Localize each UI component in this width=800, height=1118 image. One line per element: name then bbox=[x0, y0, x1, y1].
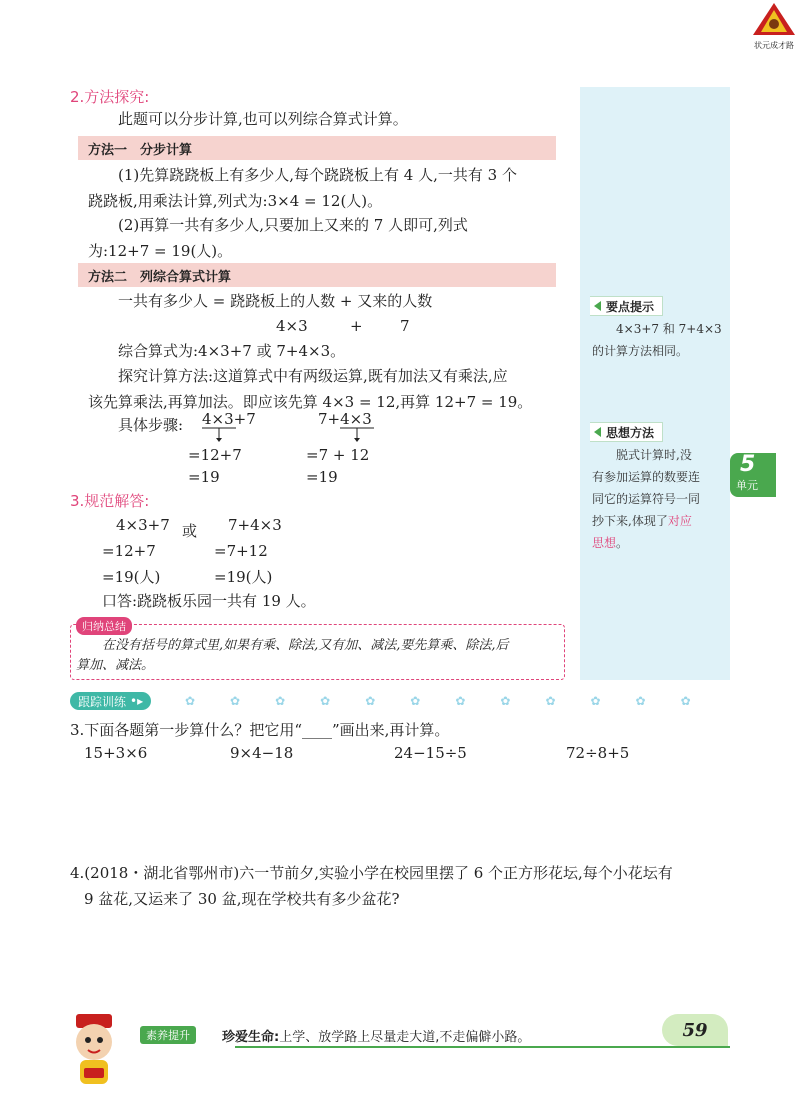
footer-slogan: 珍爱生命:上学、放学路上尽量走大道,不走偏僻小路。 bbox=[222, 1030, 531, 1045]
formula-plus: + bbox=[350, 317, 363, 335]
question-4: 4.(2018・湖北省鄂州市)六一节前夕,实验小学在校园里摆了 6 个正方形花坛,每个小花坛有 9 盆花,又运来了 30 盆,现在学校共有多少盆花? bbox=[70, 864, 673, 908]
steps-column-b: 7+4×3 =7 + 12 =19 bbox=[306, 408, 372, 488]
combined-expression: 综合算式为:4×3+7 或 7+4×3。 bbox=[118, 342, 346, 360]
answer-or: 或 bbox=[182, 522, 198, 540]
footer-divider bbox=[235, 1046, 730, 1048]
expr-2: 9×4−18 bbox=[230, 744, 294, 762]
page-number: 59 bbox=[662, 1014, 728, 1046]
method-explore-intro: 此题可以分步计算,也可以列综合算式计算。 bbox=[118, 110, 408, 128]
thinking-method-heading: 思想方法 bbox=[590, 422, 663, 442]
literacy-boost-tag: 素养提升 bbox=[140, 1026, 196, 1044]
summary-text: 在没有括号的算式里,如果有乘、除法,又有加、减法,要先算乘、除法,后 算加、减法。 bbox=[76, 638, 509, 673]
explore-calc-method: 探究计算方法:这道算式中有两级运算,既有加法又有乘法,应 该先算乘法,再算加法。即应该先算 4×3 = 12,再算 12+7 = 19。 bbox=[88, 367, 533, 411]
steps-label: 具体步骤: bbox=[118, 416, 184, 434]
expr-4: 72÷8+5 bbox=[566, 744, 630, 762]
logo-text: 状元成才路 bbox=[754, 41, 794, 50]
unit-number: 5 bbox=[740, 452, 756, 477]
underline-mark-icon bbox=[340, 427, 376, 443]
formula-part-b: 7 bbox=[400, 317, 410, 335]
method-explore-title: 2.方法探究: bbox=[70, 88, 150, 106]
unit-label: 单元 bbox=[736, 479, 758, 492]
side-notes-panel bbox=[580, 87, 730, 680]
tracking-training-label: 跟踪训练 •▸ bbox=[70, 692, 151, 710]
key-points-arrow-icon bbox=[594, 301, 601, 311]
logo-triangle-icon bbox=[752, 2, 796, 36]
mascot-image bbox=[62, 1010, 126, 1090]
standard-answer-title: 3.规范解答: bbox=[70, 492, 150, 510]
thinking-method-text: 脱式计算时,没 有参加运算的数要连 同它的运算符号一同 抄下来,体现了对应 思想。 bbox=[592, 448, 701, 550]
formula-part-a: 4×3 bbox=[276, 317, 308, 335]
expr-3: 24−15÷5 bbox=[394, 744, 467, 762]
answer-column-b: 7+4×3 =7+12 =19(人) bbox=[214, 516, 282, 586]
method1-heading: 方法一 分步计算 bbox=[78, 136, 556, 160]
method1-step1: (1)先算跷跷板上有多少人,每个跷跷板上有 4 人,一共有 3 个 跷跷板,用乘法计算,列式为:3×4 = 12(人)。 bbox=[88, 166, 517, 210]
key-points-heading: 要点提示 bbox=[590, 296, 663, 316]
publisher-logo bbox=[752, 2, 796, 50]
thinking-method-arrow-icon bbox=[594, 427, 601, 437]
method2-formula: 一共有多少人 = 跷跷板上的人数 + 又来的人数 bbox=[118, 292, 433, 310]
unit-tab bbox=[730, 453, 776, 497]
method2-heading: 方法二 列综合算式计算 bbox=[78, 263, 556, 287]
summary-tag: 归纳总结 bbox=[76, 617, 132, 635]
method1-step2: (2)再算一共有多少人,只要加上又来的 7 人即可,列式 为:12+7 = 19(人)。 bbox=[88, 216, 468, 260]
question-3: 3.下面各题第一步算什么？把它用“____”画出来,再计算。 bbox=[70, 721, 450, 739]
key-points-text: 4×3+7 和 7+4×3 的计算方法相同。 bbox=[592, 322, 722, 358]
underline-mark-icon bbox=[202, 427, 238, 443]
answer-column-a: 4×3+7 =12+7 =19(人) bbox=[102, 516, 170, 586]
expr-1: 15+3×6 bbox=[84, 744, 148, 762]
oral-answer: 口答:跷跷板乐园一共有 19 人。 bbox=[102, 592, 316, 610]
steps-column-a: 4×3+7 =12+7 =19 bbox=[188, 410, 256, 486]
paw-print-decoration: ✿✿✿✿✿✿✿✿✿✿✿✿ bbox=[185, 694, 726, 708]
